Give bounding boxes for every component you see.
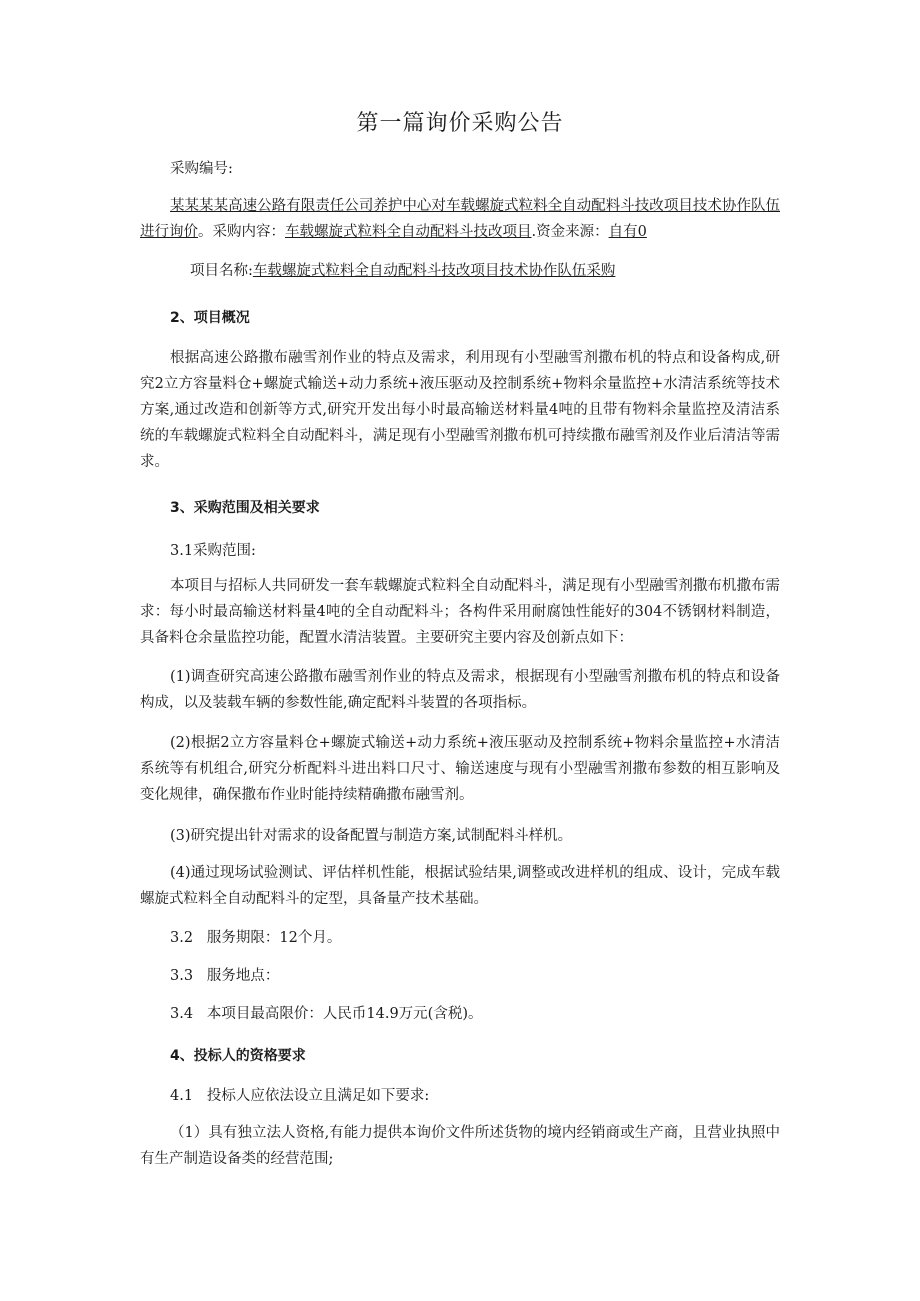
project-name: 车载螺旋式粒料全自动配料斗技改项目技术协作队伍采购: [252, 263, 616, 279]
item-4: (4)通过现场试验测试、评估样机性能，根据试验结果,调整或改进样机的组成、设计，完成车载螺旋式粒料全自动配料斗的定型，具备量产技术基础。: [140, 865, 780, 907]
section-4-heading: 4、投标人的资格要求: [170, 1048, 306, 1064]
procurement-content: 车载螺旋式粒料全自动配料斗技改项目: [285, 224, 532, 240]
fund-source: 自有0: [608, 224, 647, 240]
section-2-heading: 2、项目概况: [170, 310, 250, 326]
item-3: (3)研究提出针对需求的设备配置与制造方案,试制配料斗样机。: [170, 828, 573, 844]
section-2-body: 根据高速公路撒布融雪剂作业的特点及需求，利用现有小型融雪剂撒布机的特点和设备构成,研究2立方容量料仓+螺旋式输送+动力系统+液压驱动及控制系统+物料余量监控+水清洁系统等技术方案,通过改造和创新等方式,研究开发出每小时最高输送材料量4吨的且带有物料余量监控及清洁系统的车载螺旋式粒料全自动配料斗，满足现有小型融雪剂撒布机可持续撒布融雪剂及作业后清洁等需求。: [140, 350, 780, 470]
project-name-line: [190, 258, 830, 284]
organization-text: 某某某某高速公路有限责任公司养护中心对车载螺旋式粒料全自动配料斗技改项目技术协作队伍进行询价: [140, 198, 780, 240]
section-3-1-body: 本项目与招标人共同研发一套车载螺旋式粒料全自动配料斗，满足现有小型融雪剂撒布机撒布需求：每小时最高输送材料量4吨的全自动配料斗；各构件采用耐腐蚀性能好的304不锈钢材料制造，具备料仓余量监控功能，配置水清洁装置。主要研究主要内容及创新点如下：: [140, 578, 780, 646]
procurement-number-label: 采购编号:: [170, 161, 233, 177]
section-3-4: 3.4 本项目最高限价：人民币14.9万元(含税)。: [170, 1006, 483, 1022]
section-3-heading: 3、采购范围及相关要求: [170, 500, 320, 516]
section-3-2: 3.2 服务期限：12个月。: [170, 930, 342, 946]
section-3-1-label: 3.1采购范围:: [170, 543, 256, 559]
fund-separator: .资金来源：: [531, 224, 609, 240]
item-2: (2)根据2立方容量料仓+螺旋式输送+动力系统+液压驱动及控制系统+物料余量监控+水清洁系统等有机组合,研究分析配料斗进出料口尺寸、输送速度与现有小型融雪剂撒布参数的相互影响及变化规律，确保撒布作业时能持续精确撒布融雪剂。: [140, 735, 780, 803]
item-1: (1)调查研究高速公路撒布融雪剂作业的特点及需求，根据现有小型融雪剂撒布机的特点和设备构成，以及装载车辆的参数性能,确定配料斗装置的各项指标。: [140, 669, 780, 711]
intro-paragraph: [140, 193, 780, 245]
content-separator: 。采购内容：: [198, 224, 285, 240]
project-name-label: 项目名称:: [190, 263, 253, 279]
page-title: 第一篇询价采购公告: [356, 111, 564, 136]
section-4-1: 4.1 投标人应依法设立且满足如下要求:: [170, 1088, 430, 1104]
requirement-1: （1）具有独立法人资格,有能力提供本询价文件所述货物的境内经销商或生产商，且营业执照中有生产制造设备类的经营范围;: [140, 1125, 780, 1167]
section-3-3: 3.3 服务地点：: [170, 968, 280, 984]
